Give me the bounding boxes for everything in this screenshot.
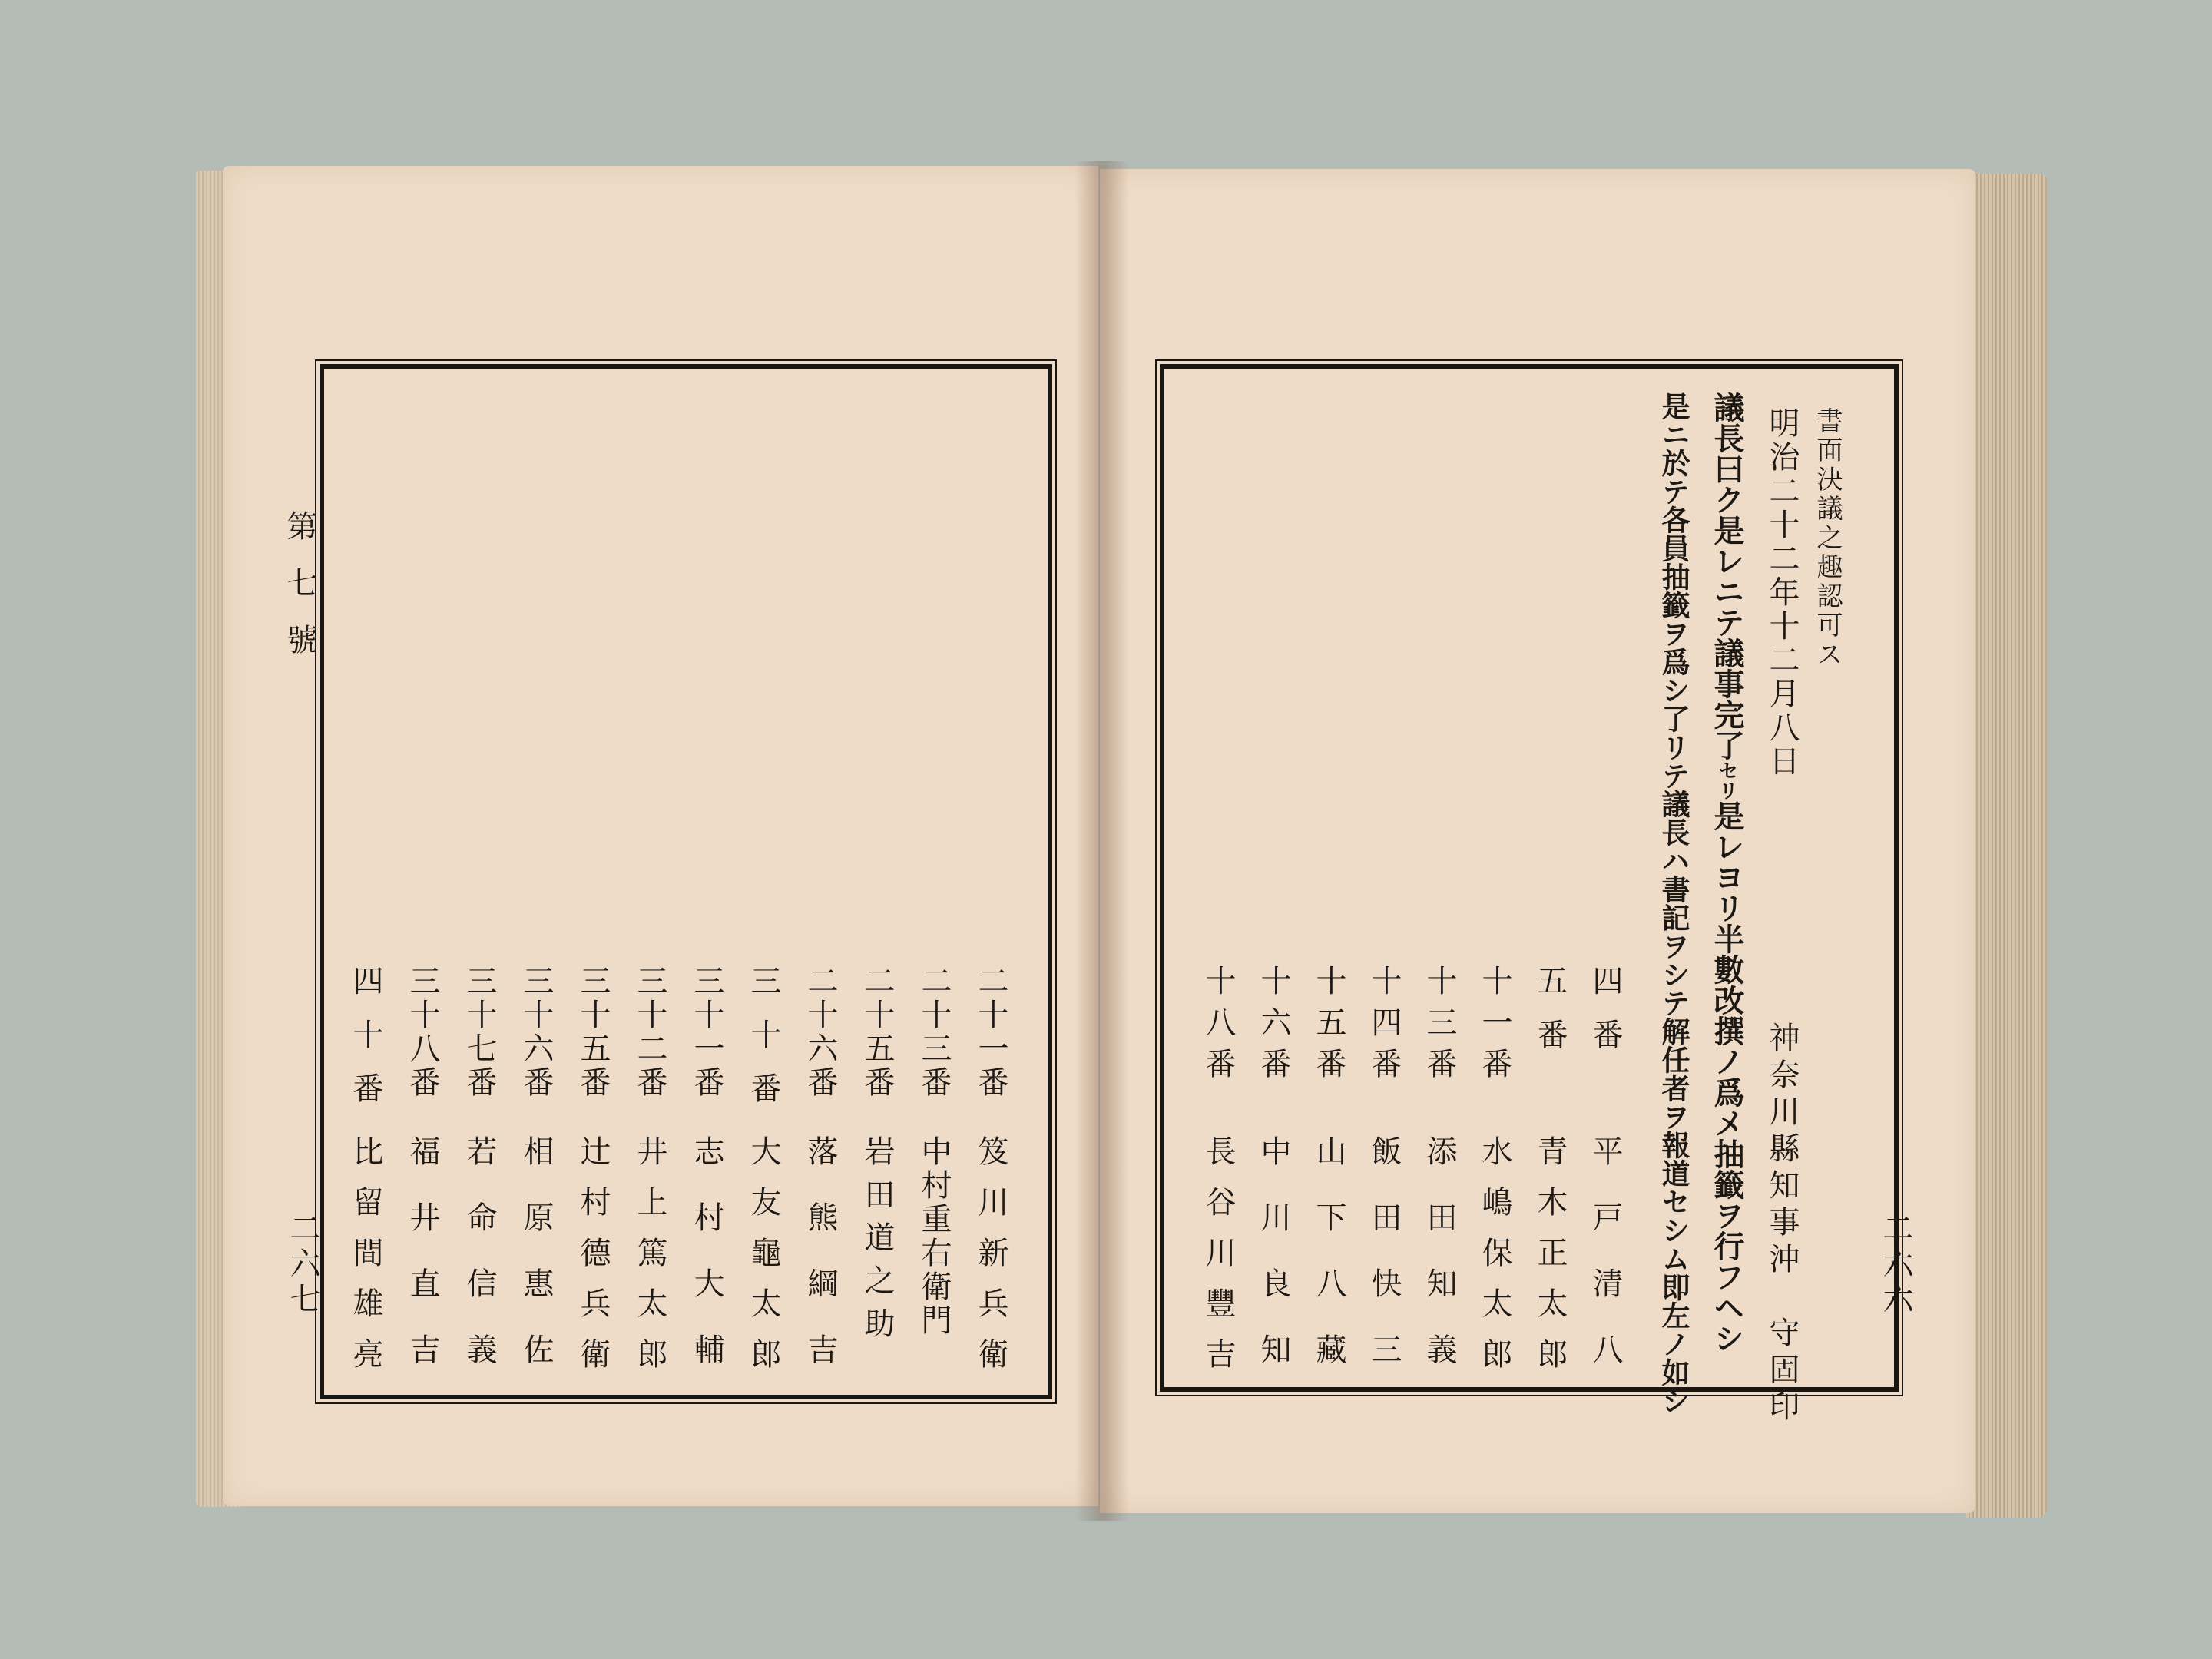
member-number: 三十七番	[462, 965, 497, 1100]
text-line-1-rest: 是レヨリ半數改撰ノ爲メ抽籤ヲ行フヘシ	[1709, 800, 1745, 1353]
document-date: 明治二十二年十二月八日	[1764, 407, 1800, 779]
member-name: 青木正太郎	[1532, 1135, 1568, 1389]
book-gutter	[1075, 161, 1129, 1521]
member-number: 十八番	[1200, 965, 1236, 1089]
member-name: 長谷川豐吉	[1200, 1135, 1236, 1389]
member-name: 志村大輔	[689, 1135, 724, 1399]
member-number: 五番	[1532, 965, 1568, 1072]
text-line-1	[1709, 392, 1745, 1353]
member-name: 平戸清八	[1588, 1135, 1623, 1399]
member-number: 二十六番	[803, 965, 838, 1100]
member-number: 十五番	[1311, 965, 1346, 1089]
member-name: 水嶋保太郎	[1477, 1135, 1512, 1389]
right-page-number: 二六六	[1878, 1212, 1913, 1318]
left-page-number: 二六七	[285, 1212, 320, 1318]
member-name: 大友龜太郎	[746, 1135, 781, 1389]
member-number: 三十八番	[405, 965, 440, 1100]
member-number: 十四番	[1366, 965, 1402, 1089]
member-number: 三十番	[746, 965, 781, 1126]
member-name: 辻村德兵衛	[575, 1135, 611, 1389]
member-number: 十一番	[1477, 965, 1512, 1089]
member-name: 笈川新兵衛	[973, 1135, 1008, 1389]
member-number: 四番	[1588, 965, 1623, 1072]
member-name: 岩田道之助	[859, 1135, 895, 1350]
member-name: 中川良知	[1256, 1135, 1291, 1399]
member-name: 福井直吉	[405, 1135, 440, 1399]
member-number: 十三番	[1422, 965, 1457, 1089]
member-number: 三十五番	[575, 965, 611, 1100]
member-name: 添田知義	[1422, 1135, 1457, 1399]
member-number: 二十五番	[859, 965, 895, 1100]
text-line-1-main: 議長曰ク是レニテ議事完了	[1709, 392, 1745, 760]
governor-signature: 神奈川縣知事沖 守固印	[1764, 1022, 1800, 1427]
member-name: 飯田快三	[1366, 1135, 1402, 1399]
member-name: 相原惠佐	[518, 1135, 554, 1399]
member-number: 三十六番	[518, 965, 554, 1100]
document-heading: 書面決議之趣認可ス	[1812, 407, 1843, 670]
member-number: 三十二番	[632, 965, 667, 1100]
member-number: 三十一番	[689, 965, 724, 1100]
member-name: 落熊綱吉	[803, 1135, 838, 1399]
text-line-1-small: セリ	[1715, 760, 1738, 800]
right-page-edges	[1966, 174, 2047, 1518]
member-name: 若命信義	[462, 1135, 497, 1399]
chapter-label: 第七號	[282, 510, 317, 680]
member-name: 山下八藏	[1311, 1135, 1346, 1399]
member-name: 比留間雄亮	[348, 1135, 383, 1389]
member-number: 四十番	[348, 965, 383, 1126]
member-name: 中村重右衛門	[916, 1135, 952, 1338]
member-number: 二十三番	[916, 965, 952, 1100]
member-number: 十六番	[1256, 965, 1291, 1089]
text-line-2: 是ニ於テ各員抽籤ヲ爲シ了リテ議長ハ書記ヲシテ解任者ヲ報道セシム即左ノ如シ	[1657, 392, 1690, 1415]
member-number: 二十一番	[973, 965, 1008, 1100]
member-name: 井上篤太郎	[632, 1135, 667, 1389]
